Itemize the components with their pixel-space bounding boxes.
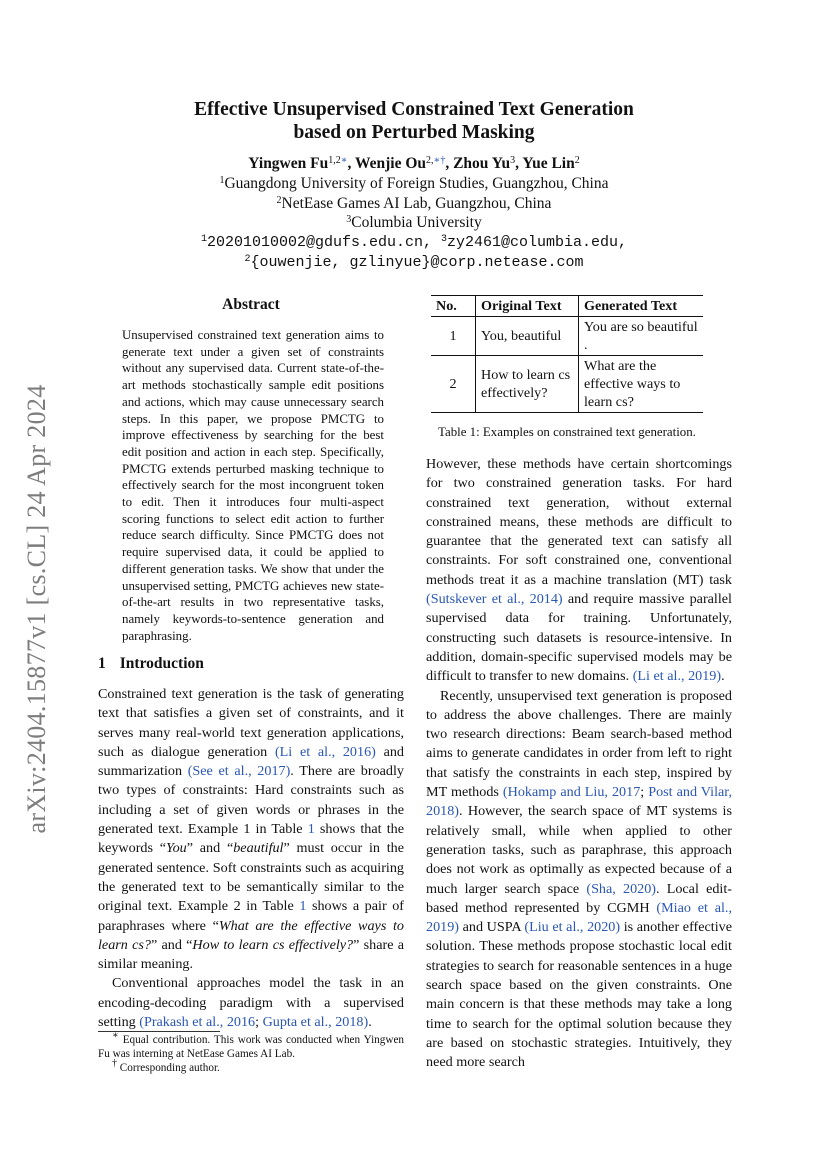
affiliation-2 <box>0 194 828 214</box>
affiliation-mark: 1 <box>200 233 207 245</box>
citation-link[interactable]: (Li et al., 2016) <box>274 743 376 760</box>
footnote-mark: † <box>112 1058 117 1069</box>
footnotes <box>98 1030 404 1075</box>
table-cell: What are the effective ways to learn cs? <box>579 356 704 413</box>
email-line-1 <box>0 233 828 253</box>
table-cell: 1 <box>431 317 476 356</box>
text-run: ” must occur in the generated sentence. Soft constraints such as acquiring the generated text to be semantically similar to the original text. Example 2 in Table <box>98 840 404 915</box>
text-run: ” and “ <box>150 936 193 953</box>
abstract-body: Unsupervised constrained text generation aims to generate text under a given set of constraints without any supervised data. Current state-of-the-art methods stochastically sample edit positions and actions, which may cause unnecessary search steps. In this paper, we propose PMCTG to improve effectiveness by searching for the best edit position and action in each step. Specifically, PMCTG extends perturbed masking technique to effectively search for the most incongruent token to edit. Then it introduces four multi-aspect scoring functions to select edit action to further reduce search difficulty. Since PMCTG does not require supervised data, it could be applied to different generation tasks. We show that under the unsupervised setting, PMCTG achieves new state-of-the-art results in two representative tasks, namely keywords-to-sentence generation and paraphrasing. <box>122 328 384 643</box>
footnote <box>98 1030 404 1061</box>
keyword-example: You <box>166 840 187 857</box>
table-reference-link[interactable]: 1 <box>299 898 307 915</box>
keyword-example: beautiful <box>233 840 284 857</box>
table-header-row <box>431 296 703 317</box>
email-text: zy2461@columbia.edu, <box>447 233 628 251</box>
affiliation-mark: 1,2 <box>328 155 341 166</box>
text-run: . <box>721 668 725 685</box>
author-name: Zhou Yu <box>453 155 511 172</box>
text-run: . <box>368 1014 372 1031</box>
citation-link[interactable]: Post and Vilar, 2018) <box>426 784 732 820</box>
section-title: Introduction <box>119 655 204 672</box>
text-run: . There are broadly two types of constraints: Hard constraints such as including a set of given words or phrases in the generated text. Example 1 in Table <box>98 763 404 838</box>
table-cell: You are so beautiful . <box>579 317 704 356</box>
affiliation-mark: 1 <box>219 175 225 186</box>
left-column-body <box>98 685 404 1032</box>
text-run: and summarization <box>98 743 404 780</box>
affiliation-text: Columbia University <box>351 214 482 231</box>
paragraph <box>98 685 404 974</box>
affiliation-mark: 3 <box>510 155 516 166</box>
author-list: Yingwen $Fu^{1,2∗}$, Wenjie $Ou^{2,∗\dagger}$, Zhou Yu$^3$, Yue Lin$^2$ <box>248 155 580 172</box>
text-run: Constrained text generation is the task of generating text that satisfies a given set of constraints, and it serves many real-world text generation applications, such as dialogue generation <box>98 686 404 760</box>
paper-header <box>0 98 828 273</box>
affiliation-mark: 2 <box>574 155 580 166</box>
citation-link[interactable]: Gupta et al., 2018) <box>262 1014 369 1031</box>
affiliation-text: NetEase Games AI Lab, Guangzhou, China <box>281 194 552 212</box>
affiliation-mark: 2 <box>276 194 282 206</box>
citation-link[interactable]: (See et al., 2017) <box>187 763 291 780</box>
affiliation-mark: 2, <box>426 155 434 166</box>
affiliation-text: Guangdong University of Foreign Studies, Guangzhou, China <box>224 175 609 192</box>
author-name: Yue Lin <box>522 155 575 172</box>
email-text: 20201010002@gdufs.edu.cn, <box>206 233 441 251</box>
citation-link[interactable]: (Hokamp and Liu, 2017 <box>502 784 641 801</box>
footnote-mark[interactable]: ∗† <box>433 155 446 166</box>
text-run: ; <box>640 784 649 801</box>
citation-link[interactable]: (Miao et al., 2019) <box>426 899 732 936</box>
text-run: ” and “ <box>186 840 234 857</box>
text-run: and require massive parallel supervised data for training. Unfortunately, constructing such datasets is resource-intensive. In addition, domain-specific supervised models may be difficult to transfer to new domains. <box>426 591 732 685</box>
title-line-2: based on Perturbed Masking <box>293 122 535 143</box>
text-run: shows a pair of paraphrases where “ <box>98 898 404 934</box>
table-row <box>431 317 703 356</box>
right-column-body <box>426 455 732 1073</box>
email-line-2 <box>0 253 828 273</box>
table-reference-link[interactable]: 1 <box>307 821 315 838</box>
footnote-text: Equal contribution. This work was conducted when Yingwen Fu was interning at NetEase Games AI Lab. <box>98 1034 404 1060</box>
affiliation-mark: 3 <box>441 233 448 245</box>
email-text: {ouwenjie, gzlinyue}@corp.netease.com <box>250 253 584 271</box>
table-row <box>431 356 703 413</box>
text-run: and USPA <box>459 919 525 936</box>
text-run: is another effective solution. These methods propose stochastic local edit strategies to search for reasonable sentences in a huge search space based on the given constraints. One main concern is that these methods may take a long time to search for the optimal solution because they are based on stochastic strategies. Intuitively, they need more search <box>426 919 732 1071</box>
table-cell: How to learn cs effectively? <box>476 356 579 413</box>
text-run: shows that the keywords “ <box>98 821 404 857</box>
column-header: Original Text <box>476 296 579 317</box>
text-run: . However, the search space of MT systems is relatively small, while when applied to other generation tasks, such as paraphrase, this approach does not work as optimally as expected because of a much larger search space <box>426 803 732 897</box>
section-heading <box>98 655 204 673</box>
citation-link[interactable]: (Liu et al., 2020) <box>524 919 621 936</box>
paragraph <box>426 455 732 687</box>
footnote-text: Corresponding author. <box>117 1062 220 1074</box>
abstract-heading: Abstract <box>222 296 280 313</box>
paraphrase-example: How to learn cs effectively? <box>192 936 354 953</box>
text-run: . Local edit-based method represented by CGMH <box>426 880 732 916</box>
column-header: Generated Text <box>579 296 704 317</box>
citation-link[interactable]: (Prakash et al., 2016 <box>139 1014 256 1031</box>
column-header: No. <box>431 296 476 317</box>
affiliation-mark: 2 <box>244 253 251 265</box>
text-run: Recently, unsupervised text generation is proposed to address the above challenges. There are mainly two research directions: Beam search-based method aims to generate candidates in order from left to right that satisfy the constraints in each step, inspired by MT methods <box>426 687 732 801</box>
citation-link[interactable]: (Sha, 2020) <box>586 880 656 897</box>
text-run: ” share a similar meaning. <box>98 936 405 973</box>
table-cell: You, beautiful <box>476 317 579 356</box>
footnote-mark[interactable]: ∗ <box>340 155 348 166</box>
paragraph <box>98 974 404 1032</box>
arxiv-sidebar <box>20 364 54 854</box>
text-run: However, these methods have certain shortcomings for two constrained generation tasks. For hard constrained text generation, without external constrained means, these methods are difficult to guarantee that the generated text can satisfy all constraints. For soft constrained one, conventional methods treat it as a machine translation (MT) task <box>426 456 732 588</box>
title-line-1: Effective Unsupervised Constrained Text Generation <box>194 99 634 120</box>
citation-link[interactable]: (Li et al., 2019) <box>632 668 722 685</box>
footnote <box>98 1058 404 1075</box>
text-run: ; <box>255 1014 263 1031</box>
table-1 <box>426 295 732 440</box>
author-name: Wenjie Ou <box>355 155 427 172</box>
paper-title <box>0 98 828 144</box>
affiliation-1 <box>0 174 828 194</box>
paragraph <box>426 687 732 1073</box>
author-name: Yingwen Fu <box>248 155 329 172</box>
footnote-mark: ∗ <box>112 1030 119 1041</box>
text-run: Conventional approaches model the task in an encoding-decoding paradigm with a supervised setting <box>98 975 404 1031</box>
examples-table <box>431 295 703 413</box>
citation-link[interactable]: (Sutskever et al., 2014) <box>426 591 563 608</box>
paraphrase-example: What are the effective ways to learn cs? <box>98 917 404 953</box>
affiliation-3 <box>0 213 828 233</box>
section-number: 1 <box>98 655 106 672</box>
table-caption: Table 1: Examples on constrained text generation. <box>438 425 696 439</box>
table-cell: 2 <box>431 356 476 413</box>
affiliation-mark: 3 <box>346 214 352 225</box>
arxiv-identifier: arXiv:2404.15877v1 [cs.CL] 24 Apr 2024 <box>22 384 51 834</box>
